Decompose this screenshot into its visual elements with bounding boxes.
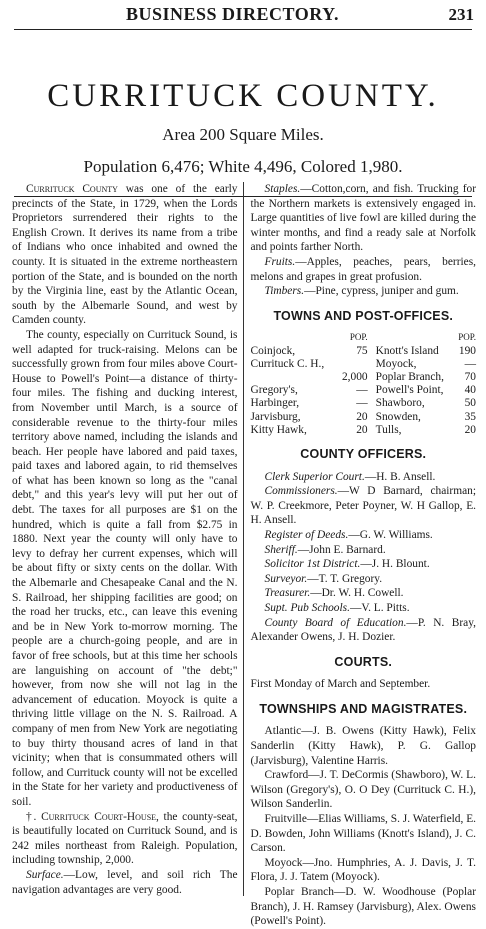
running-head-title: BUSINESS DIRECTORY.	[126, 4, 339, 24]
county-description-paragraph: The county, especially on Currituck Sound, is well adapted for truck-raising. Melons can be successfully grown from four miles above Court-House to Powell's Point—a distance of thirty-four miles. The fishing and ducking interest, from November until March, is a source of considerable revenue to the thirty-four miles territory above named, including the islands and beach. Her people have labored and paid taxes, paid taxes and labored again, to rid themselves of what has been known so long as the "canal debt," and this year's levy will put her out of debt. The taxes for all purposes are $1 on the hundred, which is quite a fall from $2.75 in 1880. Next year the county will only have to levy to defray her current expenses, which will be about fifty or sixty cents on the dollar. With the Albemarle and Chesapeake Canal and the N. S. Railroad, her shipping facilities are good; on the road her trucks, etc., can leave this evening and be in New York to-morrow morning. The people are a church-going people, and are in favor of free schools, but at this time her schools are languishing on account of "the debt;" however, from now she will not lag in the advancement of education. Moyock is quite a thriving little village on the N. S. Railroad. A company of men from New York are negotiating to buy thirty thousand acres of land in that vicinity; when that is consummated others will follow, and Currituck county will not be excelled in the State for her variety and productiveness of soil.	[12, 328, 238, 808]
towns-table-body	[251, 345, 477, 437]
town-row	[251, 371, 477, 384]
towns-heading: TOWNS AND POST-OFFICES.	[273, 308, 454, 323]
township-entry: Moyock—Jno. Humphries, A. J. Davis, J. T. Flora, J. J. Tatem (Moyock).	[250, 856, 476, 884]
town-population: —	[356, 397, 368, 410]
officer-title: Solicitor 1st District.	[264, 558, 361, 571]
township-entry: Crawford—J. T. DeCormis (Shawboro), W. L. Wilson (Gregory's), O. O Dey (Currituck C. H.), Wilson Sanderlin.	[250, 769, 476, 811]
town-name: Jarvisburg,	[250, 410, 301, 423]
town-name: Harbinger,	[250, 397, 300, 410]
officers-heading: COUNTY OFFICERS.	[300, 446, 427, 461]
officer-title: Treasurer.	[264, 587, 311, 600]
town-population: 70	[464, 370, 476, 383]
town-population: 20	[356, 410, 368, 423]
town-population: 20	[464, 423, 476, 436]
officer-entry	[251, 557, 477, 572]
town-population: —	[464, 357, 476, 370]
towns-table	[251, 331, 477, 437]
officer-entry	[251, 543, 477, 558]
pop-header: POP.	[349, 332, 368, 343]
town-name: Snowden,	[375, 410, 421, 423]
officer-names: —W D Barnard, chairman; W. P. Creekmore, Peter Poyner, W. H Gallop, E. H. Ansell.	[250, 485, 476, 527]
history-lead: Currituck County	[26, 183, 118, 195]
right-column	[244, 182, 477, 928]
town-population: 2,000	[341, 370, 368, 383]
town-name	[251, 371, 337, 384]
officer-names: —T. T. Gregory.	[307, 572, 383, 585]
staples-paragraph	[251, 182, 477, 255]
officer-entry	[251, 586, 477, 601]
officer-entry	[251, 572, 477, 587]
surface-paragraph	[12, 868, 238, 897]
township-entry: Poplar Branch—D. W. Woodhouse (Poplar Branch), J. H. Ramsey (Jarvisburg), Alex. Owens (Powell's Point).	[250, 886, 476, 928]
fruits-label: Fruits.	[264, 255, 296, 268]
town-row	[251, 397, 477, 410]
town-population: 50	[464, 397, 476, 410]
officer-names: —John E. Barnard.	[297, 543, 386, 556]
towns-table-header	[251, 331, 477, 344]
timbers-text: —Pine, cypress, juniper and gum.	[304, 285, 459, 298]
surface-text: —Low, level, and soil rich The navigation advantages are very good.	[12, 868, 238, 896]
town-population: 75	[356, 344, 368, 357]
timbers-paragraph	[251, 284, 477, 299]
township-entry: Fruitville—Elias Williams, S. J. Waterfield, E. D. Bowden, John Williams (Knott's Island), J. C. Carson.	[250, 813, 476, 855]
town-name: Poplar Branch,	[375, 370, 444, 383]
officer-title: Supt. Pub Schools.	[264, 601, 350, 614]
history-paragraph	[12, 182, 238, 328]
town-row	[251, 411, 477, 424]
officer-title: Sheriff.	[264, 543, 298, 556]
officer-names: —J. H. Blount.	[360, 558, 430, 571]
town-name: Powell's Point,	[375, 384, 444, 397]
town-population: 40	[464, 384, 476, 397]
townships-heading: TOWNSHIPS AND MAGISTRATES.	[259, 701, 468, 716]
surface-label: Surface.	[26, 868, 64, 881]
town-name: Kitty Hawk,	[250, 423, 307, 436]
pop-header: POP.	[458, 332, 476, 343]
county-seat-text: the county-seat, is beautifully located on Currituck Sound, and is 242 miles northeast from Raleigh. Population, including township, 2,000.	[12, 810, 238, 867]
history-text: was one of the early precincts of the State, in 1729, when the Lords Proprietors surrendered their rights to the English Crown. It derives its name from a tribe of Indians who once inhabited and owned the county. It is situated in the extreme northeastern portion of the State, and is bounded on the north by the Virginia line, east by the Atlantic Ocean, south by the Albemarle Sound, and west by Camden county.	[12, 183, 238, 327]
fruits-text: —Apples, peaches, pears, berries, melons and grapes in great profusion.	[250, 255, 476, 283]
staples-label: Staples.	[264, 183, 301, 195]
town-row	[251, 384, 477, 397]
header-rule	[14, 29, 472, 30]
officer-entry	[251, 601, 477, 616]
town-name: Shawboro,	[375, 397, 425, 410]
county-title: CURRITUCK COUNTY.	[47, 78, 439, 114]
courts-text: First Monday of March and September.	[250, 678, 431, 691]
timbers-label: Timbers.	[264, 285, 305, 298]
officer-names: —P. N. Bray, Alexander Owens, J. H. Dozier.	[250, 616, 477, 644]
running-head	[8, 4, 478, 26]
officer-title: Register of Deeds.	[264, 528, 349, 541]
officer-title: Commissioners.	[264, 485, 338, 498]
officer-names: —V. L. Pitts.	[349, 601, 410, 614]
town-row	[251, 345, 477, 358]
officer-entry	[251, 616, 477, 645]
townships-list	[251, 724, 477, 928]
officer-title: County Board of Education.	[264, 616, 407, 629]
county-seat-mark: †.	[26, 810, 37, 823]
county-seat-paragraph	[12, 810, 238, 868]
courts-heading: COURTS.	[334, 654, 393, 669]
town-name: Currituck C. H.,	[250, 357, 325, 370]
officer-entry	[251, 484, 477, 528]
town-population: 190	[458, 344, 476, 357]
county-seat-lead: Currituck Court-House,	[41, 810, 159, 823]
town-row	[251, 358, 477, 371]
county-area: Area 200 Square Miles.	[162, 125, 324, 144]
officer-entry	[251, 470, 477, 485]
town-name: Tulls,	[375, 423, 402, 436]
town-name: Gregory's,	[250, 384, 298, 397]
town-name: Knott's Island	[375, 344, 439, 357]
town-row	[251, 424, 477, 437]
left-column	[12, 182, 244, 896]
officer-entry	[251, 528, 477, 543]
town-name: Moyock,	[375, 357, 417, 370]
officers-list	[251, 470, 477, 645]
two-column-body	[12, 182, 477, 928]
officer-names: —Dr. W. H. Cowell.	[310, 587, 404, 600]
town-name: Coinjock,	[250, 344, 296, 357]
officer-title: Clerk Superior Court.	[264, 470, 365, 483]
page-number: 231	[448, 5, 474, 24]
town-population: 35	[464, 410, 476, 423]
township-entry: Atlantic—J. B. Owens (Kitty Hawk), Felix Sanderlin (Kitty Hawk), P. G. Gallop (Jarvisburg), Valentine Harris.	[250, 725, 476, 767]
town-population	[336, 358, 375, 371]
town-population: 20	[356, 423, 368, 436]
town-population: —	[356, 384, 368, 397]
fruits-paragraph	[251, 255, 477, 284]
officer-title: Surveyor.	[264, 572, 308, 585]
staples-text: —Cotton,corn, and fish. Trucking for the Northern markets is extensively engaged in. Large quantities of live fowl are killed during the winter months, and find a ready sale at Norfolk and points farther North.	[250, 183, 476, 254]
officer-names: —G. W. Williams.	[348, 528, 433, 541]
county-population: Population 6,476; White 4,496, Colored 1,980.	[83, 157, 403, 176]
officer-names: —H. B. Ansell.	[364, 470, 436, 483]
